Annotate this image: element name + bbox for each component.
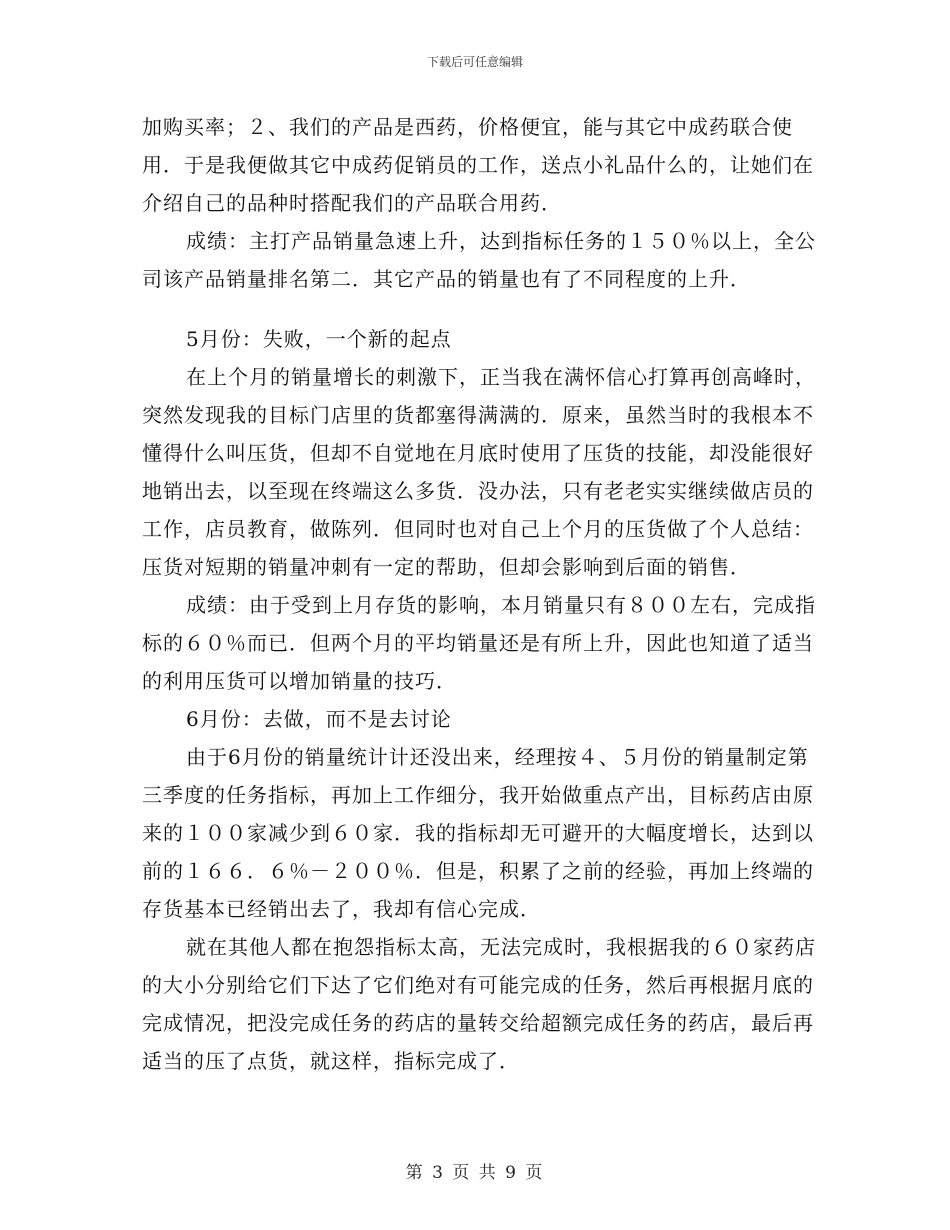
paragraph-june-body: 由于6月份的销量统计计还没出来，经理按４、５月份的销量制定第三季度的任务指标，再加上工作细分，我开始做重点产出，目标药店由原来的１００家减少到６０家．我的指标却无可避开的大幅度增长，达到以前的１６６．６％－２００％．但是，积累了之前的经验，再加上终端的存货基本已经销出去了，我却有信心完成． [142, 745, 814, 921]
section-heading-june: 6月份：去做，而不是去讨论 [186, 707, 452, 731]
page-header: 下载后可任意编辑 [426, 55, 523, 69]
paragraph-continued: 加购买率；２、我们的产品是西药，价格便宜，能与其它中成药联合使用．于是我便做其它中成药促销员的工作，送点小礼品什么的，让她们在介绍自己的品种时搭配我们的产品联合用药． [142, 115, 814, 215]
paragraph-results-april: 成绩：主打产品销量急速上升，达到指标任务的１５０％以上，全公司该产品销量排名第二．其它产品的销量也有了不同程度的上升． [142, 229, 816, 291]
paragraph-june-completion: 就在其他人都在抱怨指标太高，无法完成时，我根据我的６０家药店的大小分别给它们下达了它们绝对有可能完成的任务，然后再根据月底的完成情况，把没完成任务的药店的量转交给超额完成任务的药店，最后再适当的压了点货，就这样，指标完成了． [142, 935, 816, 1073]
document-body [142, 108, 822, 1080]
section-heading-may: 5月份：失败，一个新的起点 [186, 327, 452, 351]
paragraph-may-body: 在上个月的销量增长的刺激下，正当我在满怀信心打算再创高峰时，突然发现我的目标门店里的货都塞得满满的．原来，虽然当时的我根本不懂得什么叫压货，但却不自觉地在月底时使用了压货的技能，却没能很好地销出去，以至现在终端这么多货．没办法，只有老老实实继续做店员的工作，店员教育，做陈列．但同时也对自己上个月的压货做了个人总结：压货对短期的销量冲刺有一定的帮助，但却会影响到后面的销售． [142, 365, 816, 579]
page-footer: 第 3 页 共 9 页 [405, 1163, 545, 1183]
paragraph-results-may: 成绩：由于受到上月存货的影响，本月销量只有８００左右，完成指标的６０％而已．但两个月的平均销量还是有所上升，因此也知道了适当的利用压货可以增加销量的技巧． [142, 593, 816, 693]
